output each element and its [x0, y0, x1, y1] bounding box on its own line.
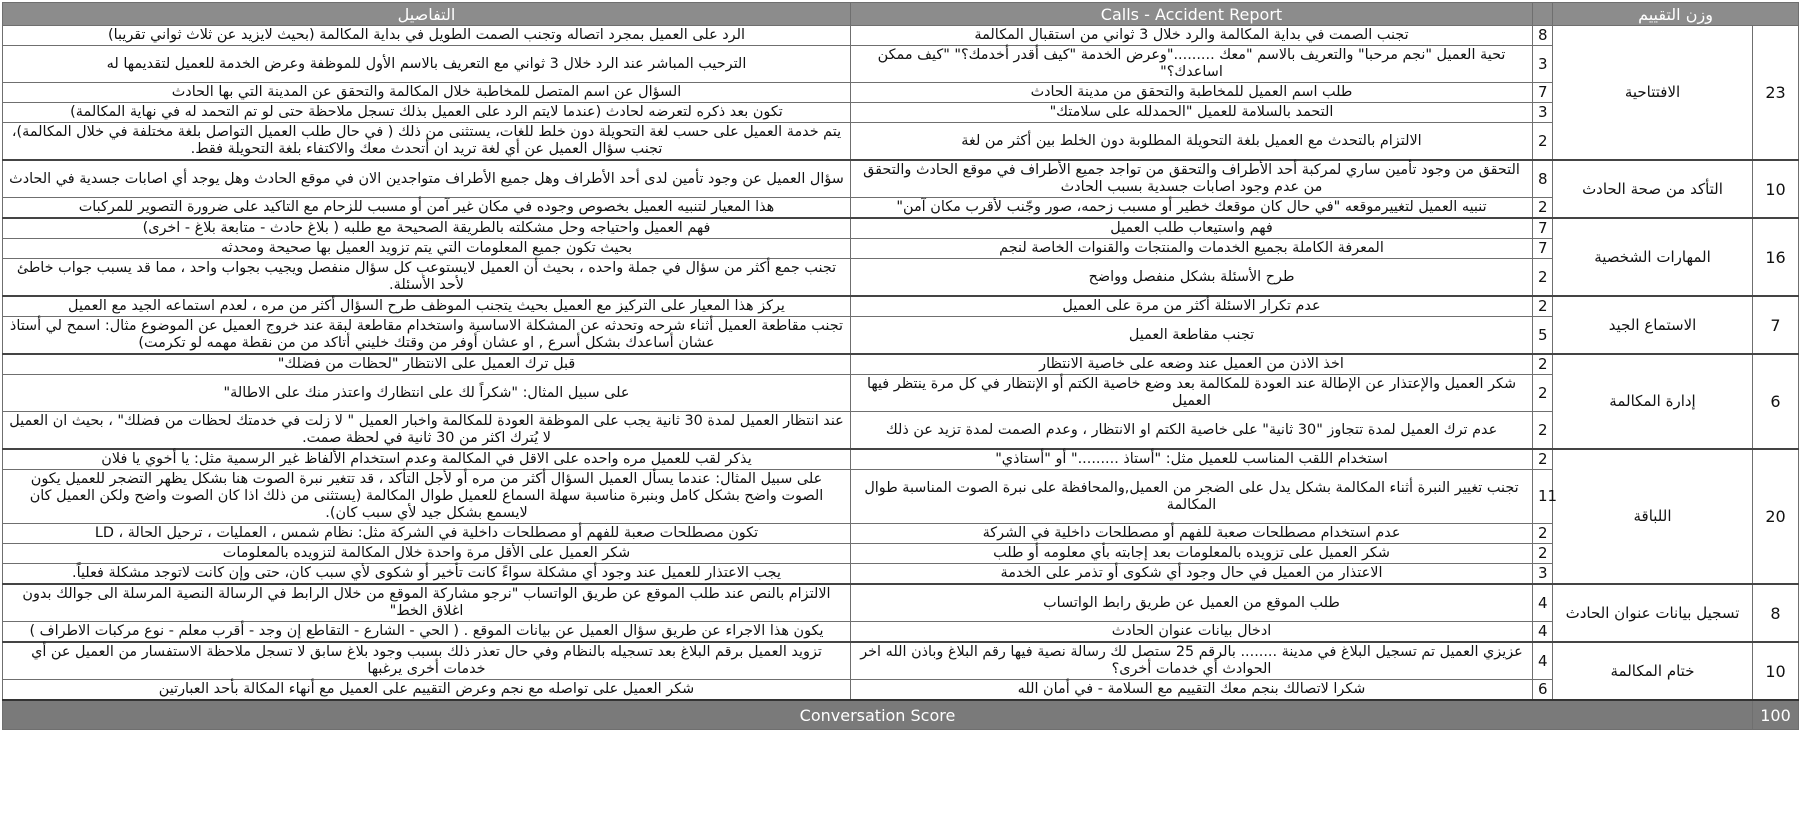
table-row	[3, 259, 1799, 297]
weight-cell: 3	[1533, 564, 1553, 585]
detail-cell: تجنب جمع أكثر من سؤال في جملة واحده ، بحيث أن العميل لايستوعب كل سؤال منفصل ويجيب بجواب واحد ، مما قد يسبب جواب خاطئ لأحد الأسئلة.	[3, 259, 851, 297]
table-row	[3, 622, 1799, 643]
criterion-cell: عدم ترك العميل لمدة تتجاوز "30 ثانية" على خاصية الكتم او الانتظار ، وعدم الصمت لمدة تزيد عن ذلك	[851, 412, 1533, 450]
weight-cell: 5	[1533, 317, 1553, 355]
table-row	[3, 160, 1799, 198]
table-row	[3, 26, 1799, 46]
detail-cell: الرد على العميل بمجرد اتصاله وتجنب الصمت الطويل في بداية المكالمة (بحيث لايزيد عن ثلاث ثواني تقريبا)	[3, 26, 851, 46]
detail-cell: بحيث تكون جميع المعلومات التي يتم تزويد العميل بها صحيحة ومحدثه	[3, 239, 851, 259]
table-row	[3, 449, 1799, 470]
detail-cell: الترحيب المباشر عند الرد خلال 3 ثواني مع التعريف بالاسم الأول للموظفة وعرض الخدمة للعميل لتقديمها له	[3, 46, 851, 83]
criterion-cell: تجنب تغيير النبرة أثناء المكالمة بشكل يدل على الضجر من العميل,والمحافظة على نبرة الصوت المناسبة طوال المكالمة	[851, 470, 1533, 524]
conversation-score-label: Conversation Score	[3, 700, 1753, 730]
detail-cell: قبل ترك العميل على الانتظار "لحظات من فضلك"	[3, 354, 851, 375]
detail-cell: يركز هذا المعيار على التركيز مع العميل بحيث يتجنب الموظف طرح السؤال أكثر من مره ، لعدم استماعه الجيد مع العميل	[3, 296, 851, 317]
table-row	[3, 218, 1799, 239]
table-row	[3, 296, 1799, 317]
detail-cell: هذا المعيار لتنبيه العميل بخصوص وجوده في مكان غير آمن أو مسبب للزحام مع التاكيد على ضرورة التصوير للمركبات	[3, 198, 851, 219]
weight-header: وزن التقييم	[1553, 3, 1799, 26]
category-cell: المهارات الشخصية	[1553, 218, 1753, 296]
detail-cell: الالتزام بالنص عند طلب الموقع عن طريق الواتساب "نرجو مشاركة الموقع من خلال الرابط في الرسالة النصية المرسلة الى جوالك بدون اغلاق الخط"	[3, 584, 851, 622]
detail-cell: تكون مصطلحات صعبة للفهم أو مصطلحات داخلية في الشركة مثل: نظام شمس ، العمليات ، ترحيل الحالة ، LD	[3, 524, 851, 544]
weight-cell: 4	[1533, 642, 1553, 680]
criterion-cell: شكرا لاتصالك بنجم معك التقييم مع السلامة - في أمان الله	[851, 680, 1533, 701]
weight-cell: 7	[1533, 239, 1553, 259]
criterion-cell: الاعتذار من العميل في حال وجود أي شكوى أو تذمر على الخدمة	[851, 564, 1533, 585]
category-total-cell: 8	[1753, 584, 1799, 642]
table-row	[3, 680, 1799, 701]
category-total-cell: 7	[1753, 296, 1799, 354]
category-cell: إدارة المكالمة	[1553, 354, 1753, 449]
criterion-cell: عدم تكرار الاسئلة أكثر من مرة على العميل	[851, 296, 1533, 317]
table-row	[3, 584, 1799, 622]
table-row	[3, 317, 1799, 355]
weight-cell: 2	[1533, 449, 1553, 470]
table-row	[3, 103, 1799, 123]
category-total-cell: 10	[1753, 642, 1799, 700]
conversation-score-value: 100	[1753, 700, 1799, 730]
weight-spacer-header	[1533, 3, 1553, 26]
criterion-cell: فهم واستيعاب طلب العميل	[851, 218, 1533, 239]
table-row	[3, 198, 1799, 219]
weight-cell: 8	[1533, 26, 1553, 46]
category-cell: الاستماع الجيد	[1553, 296, 1753, 354]
weight-cell: 2	[1533, 259, 1553, 297]
table-body	[3, 26, 1799, 701]
criterion-cell: طلب الموقع من العميل عن طريق رابط الواتساب	[851, 584, 1533, 622]
detail-cell: تجنب مقاطعة العميل أثناء شرحه وتحدثه عن المشكلة الاساسية واستخدام مقاطعة لبقة عند خروج العميل عن الموضوع مثال: اسمح لي أستاذ عشان أساعدك بشكل أسرع , او عشان أوفر من وقتك خليني أتاكد من من نقطة مهمه لو تكرمت)	[3, 317, 851, 355]
footer-row	[3, 700, 1799, 730]
detail-cell: يتم خدمة العميل على حسب لغة التحويلة دون خلط للغات، يستثنى من ذلك ( في حال طلب العميل التواصل بلغة مختلفة في خلال المكالمة)، تجنب سؤال العميل عن أي لغة تريد ان أتحدث معك والاكتفاء بلغة التحويلة فقط.	[3, 123, 851, 161]
table-row	[3, 564, 1799, 585]
category-cell: التأكد من صحة الحادث	[1553, 160, 1753, 218]
criterion-cell: طلب اسم العميل للمخاطبة والتحقق من مدينة الحادث	[851, 83, 1533, 103]
table-row	[3, 354, 1799, 375]
detail-cell: سؤال العميل عن وجود تأمين لدى أحد الأطراف وهل جميع الأطراف متواجدين الان في موقع الحادث وهل يوجد أي اصابات جسدية في الحادث	[3, 160, 851, 198]
category-cell: اللباقة	[1553, 449, 1753, 584]
weight-cell: 7	[1533, 218, 1553, 239]
weight-cell: 4	[1533, 584, 1553, 622]
category-total-cell: 23	[1753, 26, 1799, 161]
table-row	[3, 470, 1799, 524]
criterion-cell: التحمد بالسلامة للعميل "الحمدلله على سلامتك"	[851, 103, 1533, 123]
criterion-cell: تجنب مقاطعة العميل	[851, 317, 1533, 355]
criterion-cell: تجنب الصمت في بداية المكالمة والرد خلال 3 ثواني من استقبال المكالمة	[851, 26, 1533, 46]
detail-cell: يكون هذا الاجراء عن طريق سؤال العميل عن بيانات الموقع . ( الحي - الشارع - التقاطع إن وجد - أقرب معلم - نوع مركبات الاطراف )	[3, 622, 851, 643]
weight-cell: 11	[1533, 470, 1553, 524]
header-row	[3, 3, 1799, 26]
weight-cell: 3	[1533, 103, 1553, 123]
criterion-cell: التحقق من وجود تأمين ساري لمركبة أحد الأطراف والتحقق من تواجد جميع الأطراف في موقع الحادث والتحقق من عدم وجود اصابات جسدية بسبب الحادث	[851, 160, 1533, 198]
criterion-cell: استخدام اللقب المناسب للعميل مثل: "أستاذ ........." أو "أستاذي"	[851, 449, 1533, 470]
weight-cell: 6	[1533, 680, 1553, 701]
details-header: التفاصيل	[3, 3, 851, 26]
category-cell: ختام المكالمة	[1553, 642, 1753, 700]
weight-cell: 2	[1533, 544, 1553, 564]
table-row	[3, 375, 1799, 412]
category-cell: الافتتاحية	[1553, 26, 1753, 161]
criterion-cell: تحية العميل "نجم مرحبا" والتعريف بالاسم "معك ........."وعرض الخدمة "كيف أقدر أخدمك؟" "كيف ممكن اساعدك؟"	[851, 46, 1533, 83]
criterion-cell: عدم استخدام مصطلحات صعبة للفهم أو مصطلحات داخلية في الشركة	[851, 524, 1533, 544]
weight-cell: 3	[1533, 46, 1553, 83]
category-total-cell: 16	[1753, 218, 1799, 296]
detail-cell: شكر العميل على تواصله مع نجم وعرض التقييم على العميل مع أنهاء المكالة بأحد العبارتين	[3, 680, 851, 701]
detail-cell: على سبيل المثال: عندما يسأل العميل السؤال أكثر من مره أو لأجل التأكد ، قد تتغير نبرة الصوت هنا بشكل يظهر التضجر للعميل يكون الصوت واضح بشكل كامل وبنبرة مناسبة سهلة السماع للعميل طوال المكالمة (يستثنى من ذلك اذا كان الصوت واضح ولكن العميل كان لايسمع بشكل جيد لأي سبب كان).	[3, 470, 851, 524]
detail-cell: يذكر لقب للعميل مره واحده على الاقل في المكالمة وعدم استخدام الألفاظ غير الرسمية مثل: يا أخوي يا فلان	[3, 449, 851, 470]
table-row	[3, 544, 1799, 564]
weight-cell: 2	[1533, 354, 1553, 375]
table-row	[3, 83, 1799, 103]
category-total-cell: 10	[1753, 160, 1799, 218]
weight-cell: 2	[1533, 524, 1553, 544]
table-row	[3, 239, 1799, 259]
detail-cell: السؤال عن اسم المتصل للمخاطبة خلال المكالمة والتحقق عن المدينة التي بها الحادث	[3, 83, 851, 103]
table-row	[3, 642, 1799, 680]
table-row	[3, 123, 1799, 161]
criterion-cell: شكر العميل والإعتذار عن الإطالة عند العودة للمكالمة بعد وضع خاصية الكتم أو الإنتظار في كل مرة ينتظر فيها العميل	[851, 375, 1533, 412]
evaluation-table	[2, 2, 1799, 730]
table-row	[3, 412, 1799, 450]
criterion-cell: شكر العميل على تزويده بالمعلومات بعد إجابته بأي معلومه أو طلب	[851, 544, 1533, 564]
weight-cell: 7	[1533, 83, 1553, 103]
criterion-cell: طرح الأسئلة بشكل منفصل وواضح	[851, 259, 1533, 297]
category-total-cell: 6	[1753, 354, 1799, 449]
criterion-cell: اخذ الاذن من العميل عند وضعه على خاصية الانتظار	[851, 354, 1533, 375]
detail-cell: على سبيل المثال: "شكراً لك على انتظارك واعتذر منك على الاطالة"	[3, 375, 851, 412]
weight-cell: 2	[1533, 296, 1553, 317]
table-row	[3, 524, 1799, 544]
weight-cell: 4	[1533, 622, 1553, 643]
weight-cell: 2	[1533, 412, 1553, 450]
weight-cell: 2	[1533, 123, 1553, 161]
weight-cell: 2	[1533, 198, 1553, 219]
criterion-cell: عزيزي العميل تم تسجيل البلاغ في مدينة ........ بالرقم 25 ستصل لك رسالة نصية فيها رقم البلاغ وباذن الله اخر الحوادث أي خدمات أخرى؟	[851, 642, 1533, 680]
category-cell: تسجيل بيانات عنوان الحادث	[1553, 584, 1753, 642]
criterion-cell: ادخال بيانات عنوان الحادث	[851, 622, 1533, 643]
detail-cell: شكر العميل على الأقل مرة واحدة خلال المكالمة لتزويده بالمعلومات	[3, 544, 851, 564]
report-title-header: Calls - Accident Report	[851, 3, 1533, 26]
detail-cell: فهم العميل واحتياجه وحل مشكلته بالطريقة الصحيحة مع طلبه ( بلاغ حادث - متابعة بلاغ - اخرى)	[3, 218, 851, 239]
criterion-cell: الالتزام بالتحدث مع العميل بلغة التحويلة المطلوبة دون الخلط بين أكثر من لغة	[851, 123, 1533, 161]
detail-cell: تكون بعد ذكره لتعرضه لحادث (عندما لايتم الرد على العميل بذلك تسجل ملاحظة حتى لو تم التحمد له في نهاية المكالمة)	[3, 103, 851, 123]
criterion-cell: المعرفة الكاملة بجميع الخدمات والمنتجات والقنوات الخاصة لنجم	[851, 239, 1533, 259]
table-row	[3, 46, 1799, 83]
category-total-cell: 20	[1753, 449, 1799, 584]
weight-cell: 2	[1533, 375, 1553, 412]
criterion-cell: تنبيه العميل لتغييرموقعه "في حال كان موقعك خطير أو مسبب زحمه، صور وجّنب لأقرب مكان آمن"	[851, 198, 1533, 219]
detail-cell: يجب الاعتذار للعميل عند وجود أي مشكلة سواءً كانت تأخير أو شكوى لأي سبب كان، حتى وإن كانت لاتوجد مشكلة فعلياً.	[3, 564, 851, 585]
detail-cell: تزويد العميل برقم البلاغ بعد تسجيله بالنظام وفي حال تعذر ذلك بسبب وجود بلاغ سابق لا تسجل ملاحظة الاستفسار من العميل عن أي خدمات أخرى يرغبها	[3, 642, 851, 680]
detail-cell: عند انتظار العميل لمدة 30 ثانية يجب على الموظفة العودة للمكالمة واخبار العميل " لا زلت في خدمتك لحظات من فضلك" ، بحيث ان العميل لا يُترك اكثر من 30 ثانية في لحظة صمت.	[3, 412, 851, 450]
weight-cell: 8	[1533, 160, 1553, 198]
